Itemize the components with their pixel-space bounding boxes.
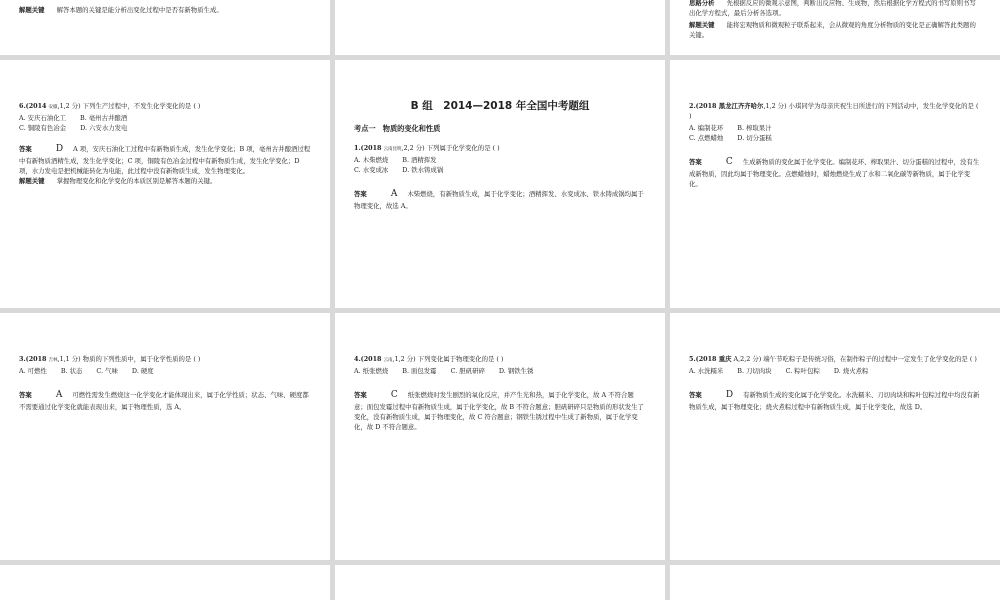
question-stem bbox=[689, 102, 981, 122]
page-question-5 bbox=[670, 313, 1000, 560]
option-d: D. 烧火煮粽 bbox=[833, 366, 869, 375]
tip-label: 解题关键 bbox=[689, 20, 715, 29]
question-number: 6.(2014 bbox=[19, 102, 47, 110]
question-score: ,1,2 分 bbox=[392, 355, 414, 363]
question-score: ,2,2 分 bbox=[401, 144, 423, 153]
question-stem bbox=[19, 355, 311, 365]
tip-paragraph bbox=[689, 21, 981, 41]
option-a: A. 水洗糯米 bbox=[689, 366, 724, 375]
question-number: 1.(2018 bbox=[354, 144, 382, 153]
question-score: ,1,2 分 bbox=[763, 102, 785, 110]
answer-text: 纸张燃烧时发生剧烈的氧化反应，并产生光和热，属于化学变化，故 A 不符合题意；面包发霉过程中有新物质生成，属于化学变化，故 B 不符合题意；胆矾研碎只是物质的形状发生了变化，没有新物质生成，属于物理变化，故 C 符合题意；钢铁生锈过程中生成了新物质，属于化学变化，故 D 不符合题意。 bbox=[354, 390, 644, 431]
question-stem bbox=[354, 355, 646, 365]
page-top-left bbox=[0, 0, 330, 55]
answer-block bbox=[689, 389, 981, 413]
option-b: B. 榨取果汁 bbox=[737, 123, 772, 132]
answer-block bbox=[19, 143, 311, 177]
option-d: D. 六安水力发电 bbox=[80, 123, 128, 132]
tip-block bbox=[19, 6, 311, 16]
page-top-middle bbox=[335, 0, 665, 55]
question-number: 5.(2018 重庆 bbox=[689, 355, 732, 363]
option-a: A. 可燃性 bbox=[19, 366, 47, 375]
answer-letter: D bbox=[55, 143, 64, 154]
question-text: ) 下列属于化学变化的是 ( ) bbox=[422, 144, 500, 153]
answer-letter: D bbox=[725, 389, 734, 400]
option-b: B. 刀切肉块 bbox=[737, 366, 772, 375]
analysis-label: 思路分析 bbox=[689, 0, 715, 7]
answer-block bbox=[354, 188, 646, 212]
options bbox=[689, 367, 981, 377]
page-group-b bbox=[335, 60, 665, 308]
analysis-text: 先根据反应的微观示意图，判断出反应物、生成物，然后根据化学方程式的书写原则书写出化学方程式，最后分析各选项。 bbox=[689, 0, 976, 17]
tip-text: 解答本题的关键是能分析出变化过程中是否有新物质生成。 bbox=[56, 6, 223, 14]
question-source: 云南 bbox=[383, 358, 393, 363]
option-d: D. 切分蛋糕 bbox=[737, 133, 772, 142]
question-source: 吉林 bbox=[48, 358, 58, 363]
answer-text: 可燃性需发生燃烧这一化学变化才能体现出来，属于化学性质；状态、气味、硬度都不需要通过化学变化就能表现出来，属于物理性质，选 A。 bbox=[19, 390, 309, 411]
answer-letter: A bbox=[390, 189, 398, 200]
question-number: 2.(2018 黑龙江齐齐哈尔 bbox=[689, 102, 764, 110]
option-a: A. 纸张燃烧 bbox=[354, 366, 389, 375]
analysis-block bbox=[689, 0, 981, 41]
option-b: B. 面包发霉 bbox=[402, 366, 437, 375]
answer-block bbox=[689, 156, 981, 190]
answer-letter: A bbox=[55, 389, 63, 400]
question-number: 3.(2018 bbox=[19, 355, 47, 363]
question-stem bbox=[689, 355, 981, 365]
answer-text: 生成新物质的变化属于化学变化。编制花环、榨取果汁、切分蛋糕的过程中，没有生成新物质，因此均属于物理变化。点燃蜡烛时，蜡烛燃烧生成了水和二氧化碳等新物质，属于化学变化。 bbox=[689, 157, 980, 188]
question-text: ) 小琪同学为母亲庆祝生日所进行的下列活动中，发生化学变化的是 ( ) bbox=[689, 102, 979, 120]
answer-letter: C bbox=[725, 156, 733, 167]
answer-letter: C bbox=[390, 389, 398, 400]
options bbox=[19, 114, 199, 134]
answer-label: 答案 bbox=[19, 144, 32, 153]
option-b: B. 酒精挥发 bbox=[402, 156, 437, 165]
page-question-6 bbox=[0, 60, 330, 308]
option-d: D. 钢铁生锈 bbox=[498, 366, 534, 375]
options bbox=[19, 367, 311, 377]
answer-text: 有新物质生成的变化属于化学变化。水洗糯米、刀切肉块和粽叶包粽过程中均没有新物质生成，属于物理变化；烧火煮粽过程中有新物质生成，属于化学变化，故选 D。 bbox=[689, 390, 980, 411]
option-b: B. 亳州古井酿酒 bbox=[80, 113, 128, 122]
tip-text: 能将宏观物质和微观粒子联系起来，会从微观的角度分析物质的变化是正确解答此类题的关键。 bbox=[689, 20, 976, 39]
question-stem bbox=[354, 144, 646, 154]
tip-text: 掌握物理变化和化学变化的本质区别是解答本题的关键。 bbox=[56, 176, 217, 185]
answer-label: 答案 bbox=[354, 190, 367, 199]
question-source: 云南昆明 bbox=[383, 147, 402, 153]
page-top-right bbox=[670, 0, 1000, 55]
answer-text: 木柴燃烧，有新物质生成，属于化学变化；酒精挥发、水变成冰、铁水铸成锅均属于物理变化，故选 A。 bbox=[354, 190, 644, 211]
page-bottom-right bbox=[670, 565, 1000, 600]
option-a: A. 安庆石油化工 bbox=[19, 113, 67, 122]
option-c: C. 点燃蜡烛 bbox=[689, 133, 724, 142]
page-bottom-middle bbox=[335, 565, 665, 600]
page-question-4 bbox=[335, 313, 665, 560]
answer-block bbox=[19, 389, 311, 413]
answer-label: 答案 bbox=[689, 390, 702, 399]
option-d: D. 铁水铸成锅 bbox=[402, 166, 444, 175]
question-text: ) 物质的下列性质中，属于化学性质的是 ( ) bbox=[78, 355, 201, 363]
section-title: 考点一 物质的变化和性质 bbox=[354, 124, 441, 134]
option-b: B. 状态 bbox=[60, 366, 83, 375]
question-score: A,2,2 分 bbox=[731, 355, 759, 363]
question-stem bbox=[19, 102, 311, 112]
option-c: C. 粽叶包粽 bbox=[785, 366, 820, 375]
answer-text: A 项，安庆石油化工过程中有新物质生成，发生化学变化；B 项，亳州古井酿酒过程中有新物质酒精生成，发生化学变化；C 项，铜陵有色冶金过程中有新物质生成，发生化学变化；D 项，水力发电是把机械能转化为电能，此过程中没有新物质生成，发生物理变化。 bbox=[19, 144, 311, 175]
answer-block bbox=[354, 389, 646, 433]
page-question-2 bbox=[670, 60, 1000, 308]
answer-label: 答案 bbox=[19, 390, 32, 399]
option-c: C. 铜陵有色冶金 bbox=[19, 123, 67, 132]
options bbox=[354, 156, 464, 176]
option-a: A. 木柴燃烧 bbox=[354, 156, 389, 165]
question-text: ) 端午节吃粽子是传统习俗，在制作粽子的过程中一定发生了化学变化的是 ( ) bbox=[758, 355, 977, 363]
question-score: ,1,2 分 bbox=[57, 102, 79, 110]
answer-label: 答案 bbox=[689, 157, 702, 166]
option-a: A. 编制花环 bbox=[689, 123, 724, 132]
answer-label: 答案 bbox=[354, 390, 367, 399]
option-c: C. 胆矾研碎 bbox=[450, 366, 485, 375]
group-title: B 组 2014—2018 年全国中考题组 bbox=[410, 100, 590, 112]
question-text: ) 下列变化属于物理变化的是 ( ) bbox=[413, 355, 504, 363]
question-source: 安徽 bbox=[48, 105, 58, 110]
option-d: D. 硬度 bbox=[131, 366, 154, 375]
tip-label: 解题关键 bbox=[19, 176, 45, 185]
tip-label: 解题关键 bbox=[19, 6, 45, 14]
question-number: 4.(2018 bbox=[354, 355, 382, 363]
option-c: C. 水变成冰 bbox=[354, 166, 389, 175]
page-question-3 bbox=[0, 313, 330, 560]
tip-block bbox=[19, 177, 311, 187]
options bbox=[354, 367, 646, 377]
page-bottom-left bbox=[0, 565, 330, 600]
options bbox=[689, 124, 799, 144]
question-score: ,1,1 分 bbox=[57, 355, 79, 363]
question-text: ) 下列生产过程中，不发生化学变化的是 ( ) bbox=[78, 102, 201, 110]
analysis-paragraph bbox=[689, 0, 981, 19]
option-c: C. 气味 bbox=[96, 366, 118, 375]
